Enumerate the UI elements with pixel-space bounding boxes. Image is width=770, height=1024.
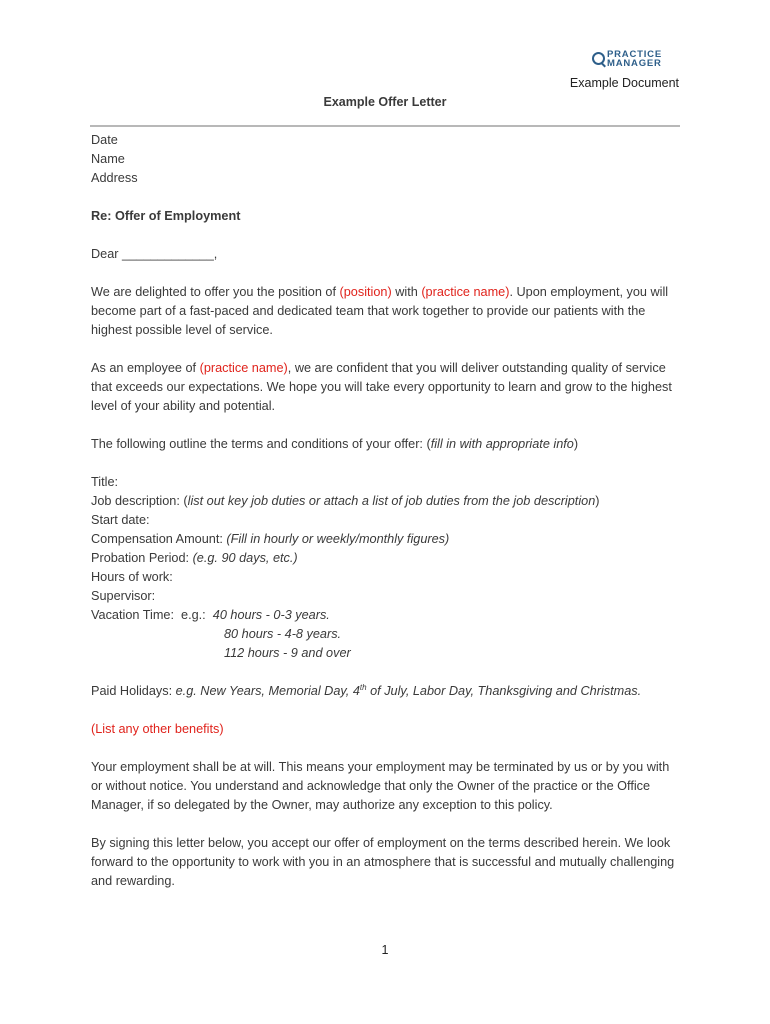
paragraph-at-will: Your employment shall be at will. This means your employment may be terminated by us or by you with or without notice. You understand and acknowledge that only the Owner of the practice or the Office Manager, if so delegated by the Owner, may authorize any exception to this policy. <box>91 760 670 812</box>
salutation: Dear _____________, <box>91 247 218 261</box>
position-placeholder: (position) <box>339 285 392 299</box>
term-job-description: Job description: (list out key job duties or attach a list of job duties from the job description) <box>91 494 600 508</box>
other-benefits-placeholder: (List any other benefits) <box>91 722 224 736</box>
paragraph-confidence: As an employee of (practice name), we are confident that you will deliver outstanding quality of service that exceeds our expectations. We hope you will take every opportunity to learn and grow to the highest level of your ability and potential. <box>91 361 672 413</box>
term-vacation-tier-2: 80 hours - 4-8 years. <box>224 627 342 641</box>
title-divider <box>90 125 680 127</box>
paragraph-holidays: Paid Holidays: e.g. New Years, Memorial Day, 4th of July, Labor Day, Thanksgiving and Christmas. <box>91 682 642 698</box>
date-line: Date <box>91 133 118 147</box>
letter-body <box>91 131 681 910</box>
term-vacation: Vacation Time: e.g.: 40 hours - 0-3 years. <box>91 608 330 622</box>
logo-line-1: PRACTICE <box>607 49 662 60</box>
terms-list <box>91 473 681 663</box>
term-probation: Probation Period: (e.g. 90 days, etc.) <box>91 551 298 565</box>
page-number: 1 <box>381 943 389 957</box>
term-start-date: Start date: <box>91 513 150 527</box>
term-compensation: Compensation Amount: (Fill in hourly or weekly/monthly figures) <box>91 532 450 546</box>
practice-manager-logo <box>592 50 672 70</box>
logo-line-2: MANAGER <box>607 58 662 69</box>
term-hours: Hours of work: <box>91 570 173 584</box>
term-title: Title: <box>91 475 119 489</box>
page-title: Example Offer Letter <box>323 95 447 109</box>
document-label: Example Document <box>569 76 679 90</box>
practice-name-placeholder: (practice name) <box>421 285 510 299</box>
subject-line: Re: Offer of Employment <box>91 209 241 223</box>
term-supervisor: Supervisor: <box>91 589 156 603</box>
paragraph-intro: We are delighted to offer you the position of (position) with (practice name). Upon employment, you will become part of a fast-paced and dedicated team that work together to provide our patients with the highest possible level of service. <box>91 285 669 337</box>
address-block <box>91 131 681 188</box>
name-line: Name <box>91 152 125 166</box>
address-line: Address <box>91 171 138 185</box>
practice-name-placeholder: (practice name) <box>199 361 288 375</box>
paragraph-terms-intro: The following outline the terms and conditions of your offer: (fill in with appropriate info) <box>91 437 579 451</box>
term-vacation-tier-3: 112 hours - 9 and over <box>224 646 351 660</box>
magnifier-icon <box>592 52 605 65</box>
paragraph-signing: By signing this letter below, you accept our offer of employment on the terms described herein. We look forward to the opportunity to work with you in an atmosphere that is successful and mutually challenging and rewarding. <box>91 836 675 888</box>
